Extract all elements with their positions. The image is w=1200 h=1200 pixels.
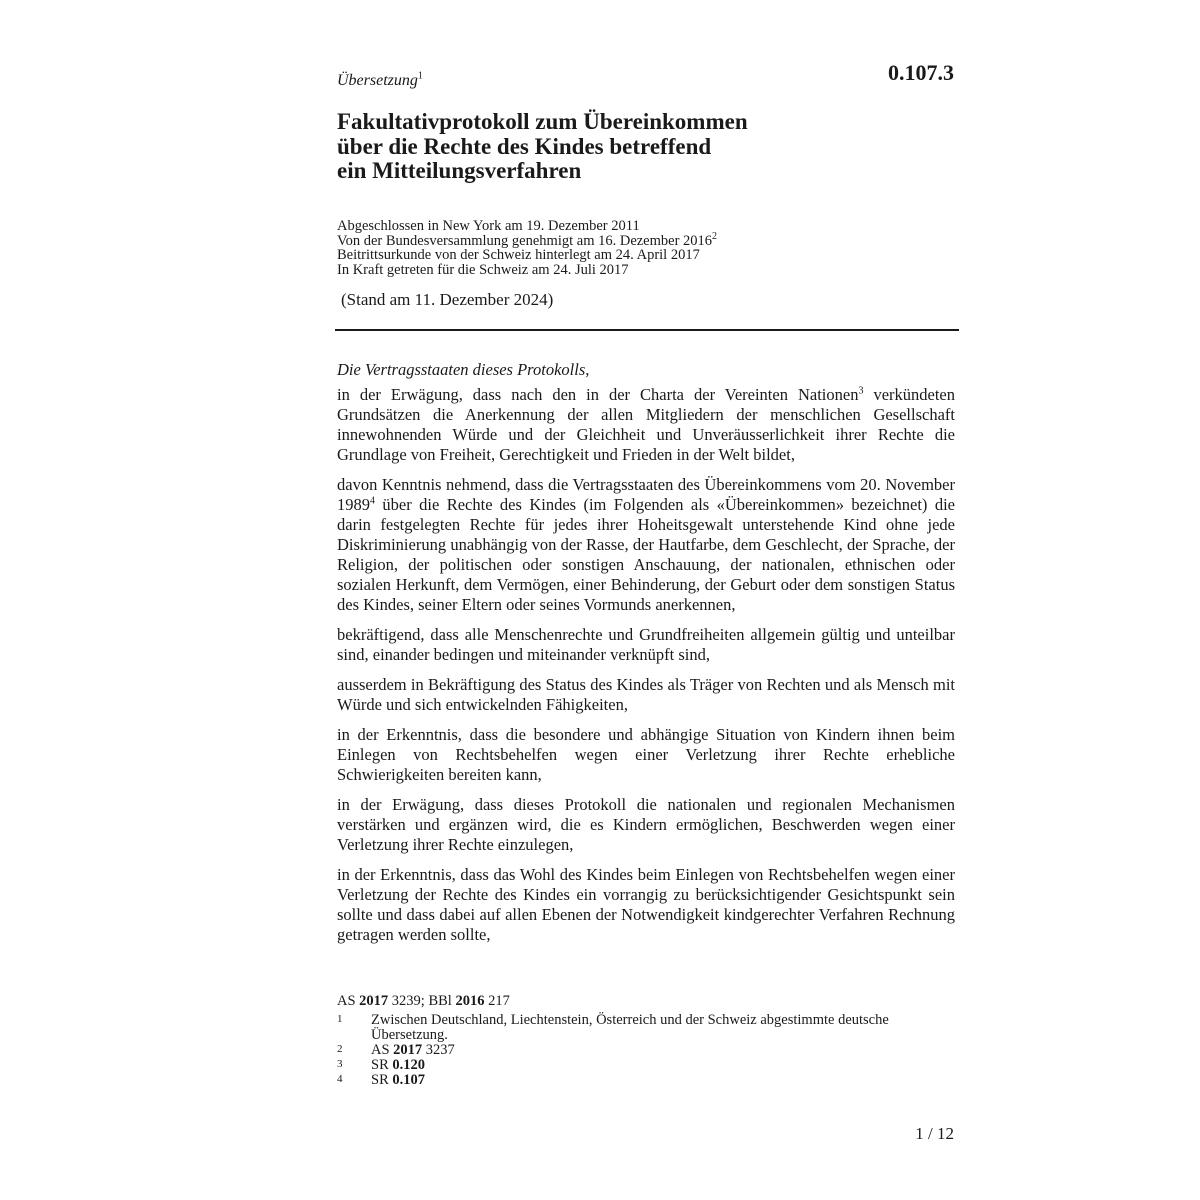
- ref-bbl-year: 2016: [455, 993, 485, 1009]
- footnote-text: [371, 1073, 957, 1088]
- footnote-number: 3: [337, 1058, 343, 1070]
- footnote-3: [337, 1058, 957, 1073]
- preamble-paragraph-5: in der Erkenntnis, dass die besondere und abhängige Situation von Kindern ihnen beim Einlegen von Rechtsbehelfen wegen einer Verletzung ihrer Rechte erhebliche Schwierigkeiten bereiten kann,: [337, 725, 955, 784]
- preamble-paragraph-7: in der Erkenntnis, dass das Wohl des Kindes beim Einlegen von Rechtsbehelfen wegen einer Verletzung der Rechte des Kindes ein vorrangig zu berücksichtigender Gesichtspunkt sein sollte und dass dabei auf allen Ebenen der Notwendigkeit kindgerechter Verfahren Rechnung getragen werden sollte,: [337, 865, 955, 944]
- translation-note: [337, 72, 423, 90]
- preamble-intro: Die Vertragsstaaten dieses Protokolls,: [337, 360, 590, 379]
- preamble-paragraph-2: [337, 475, 955, 615]
- status-date: (Stand am 11. Dezember 2024): [341, 290, 554, 309]
- ref-page: 3239; BBl: [391, 993, 452, 1009]
- ref-year: 2017: [359, 993, 389, 1009]
- footnote-ref-4[interactable]: 4: [370, 495, 375, 507]
- footnote-number: 4: [337, 1073, 343, 1085]
- footnote-ref-1[interactable]: 1: [417, 70, 423, 82]
- fn-page: 3237: [425, 1042, 455, 1058]
- meta-concluded: Abgeschlossen in New York am 19. Dezember 2011: [337, 218, 640, 234]
- meta-in-force: In Kraft getreten für die Schweiz am 24. Juli 2017: [337, 261, 629, 278]
- fn-year: 2017: [393, 1042, 423, 1058]
- footnote-number: 2: [337, 1043, 343, 1055]
- fn-prefix: SR: [371, 1072, 389, 1088]
- footnote-ref-2[interactable]: 2: [712, 230, 718, 242]
- footnote-text: [371, 1058, 957, 1073]
- header-divider: [335, 329, 959, 331]
- paragraph-text: über die Rechte des Kindes (im Folgenden als «Übereinkommen» bezeichnet) die darin festgelegten Rechte für jedes ihrer Hoheitsgewalt unterstehende Kind ohne jede Diskriminierung unabhängig von der Rasse, der Hautfarbe, dem Geschlecht, der Sprache, der Religion, der politischen oder sonstigen Anschauung, der nationalen, ethnischen oder sozialen Herkunft, dem Vermögen, einer Behinderung, der Geburt oder dem sonstigen Status des Kindes, seiner Eltern oder seines Vormunds anerkennen,: [337, 495, 955, 614]
- document-metadata: [337, 219, 717, 277]
- title-line-1: Fakultativprotokoll zum Übereinkommen: [337, 109, 748, 134]
- sr-link[interactable]: 0.120: [392, 1057, 425, 1073]
- meta-deposited: Beitrittsurkunde von der Schweiz hinterlegt am 24. April 2017: [337, 247, 700, 263]
- footnote-2: [337, 1043, 957, 1058]
- preamble: [337, 360, 955, 955]
- page-number: 1 / 12: [915, 1124, 954, 1143]
- paragraph-text: davon Kenntnis nehmend, dass die Vertragsstaaten des Übereinkommens vom 20. November 1989: [337, 475, 955, 514]
- footnote-number: 1: [337, 1013, 343, 1025]
- preamble-paragraph-3: bekräftigend, dass alle Menschenrechte und Grundfreiheiten allgemein gültig und unteilbar sind, einander bedingen und miteinander verknüpft sind,: [337, 625, 955, 664]
- footnote-text: [371, 1043, 957, 1058]
- sr-link[interactable]: 0.107: [392, 1072, 425, 1088]
- document-title: [337, 110, 748, 184]
- paragraph-text: verkündeten Grundsätzen die Anerkennung der allen Mitgliedern der menschlichen Gesellschaft innewohnenden Würde und der Gleichheit und Unveräusserlichkeit ihrer Rechte die Grundlage von Freiheit, Gerechtigkeit und Frieden in der Welt bildet,: [337, 385, 955, 464]
- translation-label: Übersetzung: [337, 72, 418, 89]
- footnote-4: [337, 1073, 957, 1088]
- footnote-text: Zwischen Deutschland, Liechtenstein, Österreich und der Schweiz abgestimmte deutsche Übersetzung.: [371, 1012, 889, 1043]
- footnote-ref-3[interactable]: 3: [858, 385, 864, 397]
- title-line-3: ein Mitteilungsverfahren: [337, 158, 582, 183]
- meta-approved: [337, 230, 718, 249]
- paragraph-text: in der Erwägung, dass nach den in der Charta der Vereinten Nationen: [337, 385, 859, 404]
- title-line-2: über die Rechte des Kindes betreffend: [337, 133, 712, 159]
- meta-approved-text: Von der Bundesversammlung genehmigt am 16. Dezember 2016: [337, 232, 713, 249]
- fn-prefix: AS: [371, 1042, 390, 1058]
- fn-prefix: SR: [371, 1057, 389, 1073]
- official-reference: [337, 994, 957, 1009]
- preamble-paragraph-4: ausserdem in Bekräftigung des Status des Kindes als Träger von Rechten und als Mensch mit Würde und sich entwickelnden Fähigkeiten,: [337, 675, 955, 714]
- ref-prefix: AS: [337, 993, 356, 1009]
- footnote-1: [337, 1013, 957, 1043]
- ref-bbl-page: 217: [488, 993, 510, 1009]
- preamble-paragraph-6: in der Erwägung, dass dieses Protokoll die nationalen und regionalen Mechanismen verstärken und ergänzen wird, die es Kindern ermöglichen, Beschwerden wegen einer Verletzung ihrer Rechte einzulegen,: [337, 795, 955, 854]
- sr-number: 0.107.3: [888, 60, 954, 85]
- footnotes: [337, 994, 957, 1088]
- preamble-paragraph-1: [337, 385, 955, 465]
